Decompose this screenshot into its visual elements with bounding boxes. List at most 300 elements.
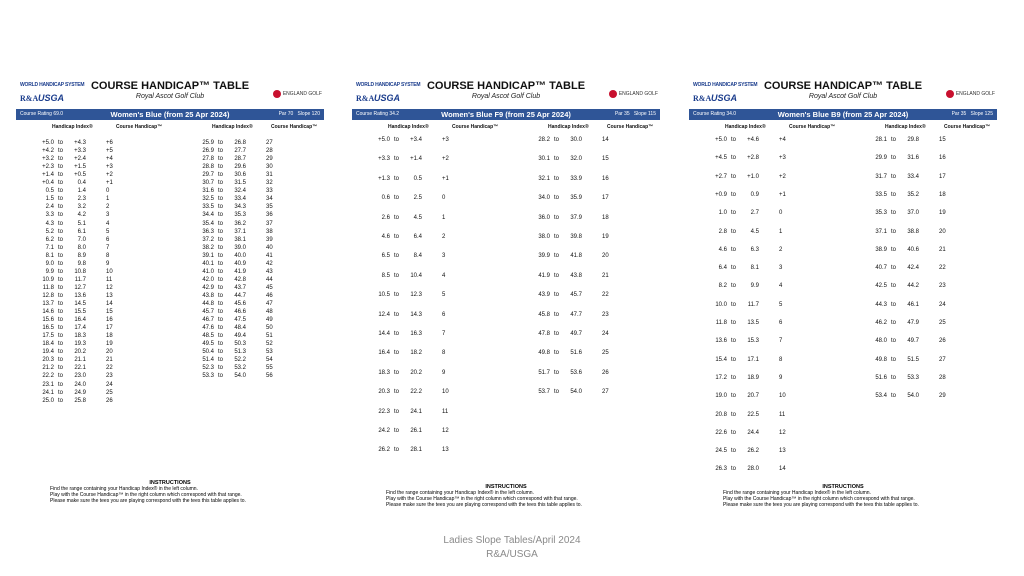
to-label: to: [58, 180, 64, 187]
index-low: 25.9: [202, 140, 214, 146]
to-label: to: [554, 253, 560, 260]
to-label: to: [554, 350, 560, 357]
index-high: 40.0: [234, 252, 246, 259]
course-handicap-value: 18: [106, 333, 113, 340]
to-label: to: [58, 228, 64, 235]
to-label: to: [58, 365, 64, 372]
slope-value: Slope 115: [633, 111, 656, 117]
course-handicap-value: +3: [779, 155, 786, 162]
index-high: 41.9: [234, 268, 246, 275]
index-high: 52.2: [234, 357, 246, 364]
to-label: to: [218, 196, 224, 203]
index-high: 24.1: [410, 408, 422, 415]
index-low: 19.4: [42, 349, 54, 356]
to-label: to: [891, 393, 897, 400]
panel-header: [16, 78, 324, 108]
to-label: to: [218, 309, 224, 316]
index-low: 31.7: [875, 173, 887, 180]
index-high: 43.8: [570, 272, 582, 279]
to-label: to: [554, 214, 560, 221]
index-low: 43.9: [538, 292, 550, 299]
course-handicap-value: +4: [106, 156, 113, 163]
course-handicap-value: 27: [266, 140, 273, 146]
course-handicap-value: 7: [779, 338, 783, 345]
index-high: 11.7: [74, 276, 86, 283]
course-handicap-value: 1: [779, 228, 783, 235]
to-label: to: [731, 411, 737, 418]
to-label: to: [218, 333, 224, 340]
index-high: 8.4: [413, 253, 422, 260]
course-handicap-value: 49: [266, 317, 273, 324]
index-low: 20.3: [42, 357, 54, 364]
index-high: 46.1: [907, 301, 919, 308]
index-low: 50.4: [202, 349, 214, 356]
index-high: 13.6: [74, 292, 86, 299]
course-handicap-value: 28: [266, 148, 273, 155]
instruction-line: Find the range containing your Handicap Index® in the left column.: [386, 490, 534, 496]
index-high: 44.7: [234, 292, 246, 299]
to-label: to: [891, 228, 897, 235]
course-handicap-value: 20: [106, 349, 113, 356]
course-handicap-value: 27: [602, 389, 609, 396]
column-header-handicap-index: Handicap Index®: [548, 124, 589, 130]
course-handicap-value: 14: [106, 301, 113, 307]
index-low: 37.1: [875, 228, 887, 235]
course-handicap-value: 2: [779, 246, 783, 253]
course-handicap-value: 52: [266, 341, 273, 348]
index-low: 24.5: [715, 448, 727, 455]
index-high: 28.7: [234, 156, 246, 163]
to-label: to: [891, 191, 897, 198]
course-handicap-value: 2: [442, 234, 446, 240]
instruction-line: Play with the Course Handicap™ in the right column which correspond with that range.: [723, 496, 915, 502]
index-low: 8.5: [381, 272, 390, 279]
to-label: to: [394, 408, 400, 415]
index-high: 38.1: [234, 236, 246, 243]
to-label: to: [394, 137, 400, 143]
course-handicap-value: 6: [779, 320, 783, 326]
index-high: 51.6: [570, 350, 582, 357]
to-label: to: [58, 260, 64, 267]
index-high: 4.2: [77, 212, 86, 219]
to-label: to: [731, 265, 737, 272]
index-high: 36.2: [234, 220, 246, 227]
index-high: 19.3: [74, 341, 86, 348]
index-high: 32.0: [570, 156, 582, 163]
index-high: 9.8: [77, 260, 86, 267]
index-low: 28.8: [202, 164, 214, 171]
index-low: 51.6: [875, 374, 887, 381]
index-low: 35.4: [202, 220, 214, 227]
course-handicap-value: 23: [106, 373, 113, 380]
course-handicap-value: 27: [939, 356, 946, 363]
to-label: to: [218, 156, 224, 163]
index-high: +4.3: [74, 140, 86, 146]
index-low: 18.3: [378, 369, 390, 376]
index-low: +4.5: [715, 155, 727, 162]
course-handicap-value: 3: [442, 253, 446, 260]
to-label: to: [58, 397, 64, 404]
index-low: 39.1: [202, 252, 214, 259]
index-low: 26.2: [378, 447, 390, 454]
index-high: 16.4: [74, 317, 86, 324]
index-low: 41.9: [538, 272, 550, 279]
course-handicap-value: +3: [442, 137, 449, 143]
column-header-course-handicap: Course Handicap™: [271, 124, 318, 130]
to-label: to: [394, 369, 400, 376]
to-label: to: [731, 210, 737, 217]
index-high: 33.9: [570, 175, 582, 182]
index-high: 35.2: [907, 191, 919, 198]
to-label: to: [731, 283, 737, 290]
tee-name: Women's Blue (from 25 Apr 2024): [110, 110, 230, 119]
course-handicap-value: 40: [266, 244, 273, 251]
course-handicap-value: 9: [779, 374, 783, 381]
index-low: 45.8: [538, 311, 550, 318]
world-handicap-system-logo: WORLD HANDICAP SYSTEM: [20, 82, 85, 88]
course-handicap-value: 5: [106, 228, 110, 235]
index-low: +0.4: [42, 180, 54, 187]
course-handicap-value: 19: [602, 234, 609, 240]
course-handicap-value: 14: [602, 137, 609, 143]
tee-name: Women's Blue F9 (from 25 Apr 2024): [441, 110, 571, 119]
index-high: 34.3: [234, 204, 246, 211]
index-low: 13.6: [715, 338, 727, 345]
index-high: 26.8: [234, 140, 246, 146]
course-handicap-value: 28: [939, 374, 946, 381]
to-label: to: [58, 252, 64, 259]
index-high: 18.9: [747, 374, 759, 381]
index-low: +1.3: [378, 175, 390, 182]
to-label: to: [218, 357, 224, 364]
index-low: 39.9: [538, 253, 550, 260]
to-label: to: [731, 393, 737, 400]
instruction-line: Please make sure the tees you are playing correspond with the tees this table applies to.: [723, 502, 919, 508]
course-handicap-value: 10: [442, 389, 449, 396]
index-low: 34.4: [202, 212, 214, 219]
course-handicap-value: 34: [266, 196, 273, 203]
index-high: 39.0: [234, 244, 246, 251]
course-handicap-value: 43: [266, 268, 273, 275]
to-label: to: [731, 320, 737, 326]
index-high: 14.5: [74, 301, 86, 307]
course-handicap-value: +1: [106, 180, 113, 187]
index-high: 43.7: [234, 284, 246, 291]
to-label: to: [58, 333, 64, 340]
index-low: 6.4: [718, 265, 727, 272]
index-low: 18.4: [42, 341, 54, 348]
to-label: to: [218, 317, 224, 324]
index-low: 24.1: [42, 389, 54, 396]
index-high: 53.6: [570, 369, 582, 376]
to-label: to: [554, 195, 560, 202]
index-low: 7.1: [45, 244, 54, 251]
instruction-line: Find the range containing your Handicap Index® in the left column.: [723, 490, 871, 496]
club-name: Royal Ascot Golf Club: [808, 93, 878, 100]
to-label: to: [891, 283, 897, 290]
course-handicap-value: 29: [939, 393, 946, 400]
index-high: 0.5: [413, 175, 422, 182]
index-high: 47.5: [234, 317, 246, 324]
index-high: 0.4: [77, 180, 86, 187]
column-header-handicap-index: Handicap Index®: [212, 124, 253, 130]
to-label: to: [218, 276, 224, 283]
index-low: 22.2: [42, 373, 54, 380]
to-label: to: [58, 172, 64, 179]
index-low: 28.1: [875, 137, 887, 143]
to-label: to: [218, 164, 224, 171]
index-high: 54.0: [234, 373, 246, 380]
index-low: 53.3: [202, 373, 214, 380]
to-label: to: [218, 252, 224, 259]
to-label: to: [58, 317, 64, 324]
panel-header: [352, 78, 660, 108]
instructions: [689, 484, 997, 508]
course-handicap-value: 18: [602, 214, 609, 221]
index-low: 49.5: [202, 341, 214, 348]
course-handicap-value: 5: [779, 301, 783, 308]
handicap-table-panel: [689, 78, 997, 518]
index-low: 49.8: [875, 356, 887, 363]
index-high: 9.9: [750, 283, 759, 290]
instructions: [352, 484, 660, 508]
to-label: to: [554, 311, 560, 318]
to-label: to: [731, 191, 737, 198]
index-low: 12.8: [42, 292, 54, 299]
column-header-handicap-index: Handicap Index®: [388, 124, 429, 130]
to-label: to: [554, 156, 560, 163]
to-label: to: [394, 272, 400, 279]
to-label: to: [218, 220, 224, 227]
index-low: 48.5: [202, 333, 214, 340]
course-handicap-value: 16: [939, 155, 946, 162]
index-low: 33.5: [875, 191, 887, 198]
index-high: 6.1: [77, 228, 86, 235]
to-label: to: [58, 236, 64, 243]
column-header-course-handicap: Course Handicap™: [452, 124, 499, 130]
index-low: 26.9: [202, 148, 214, 155]
course-handicap-value: 9: [106, 260, 110, 267]
course-handicap-value: 7: [442, 331, 446, 337]
index-low: 41.0: [202, 268, 214, 275]
index-high: 2.3: [77, 196, 86, 203]
course-handicap-value: 24: [106, 381, 113, 388]
to-label: to: [218, 204, 224, 211]
index-high: 51.3: [234, 349, 246, 356]
index-low: 27.8: [202, 156, 214, 163]
to-label: to: [394, 447, 400, 454]
index-low: 6.2: [45, 236, 54, 243]
to-label: to: [394, 350, 400, 357]
index-low: 32.1: [538, 175, 550, 182]
course-handicap-value: +2: [442, 156, 449, 163]
index-high: 42.4: [907, 265, 919, 272]
instructions-title: INSTRUCTIONS: [822, 484, 864, 490]
index-low: 30.1: [538, 156, 550, 163]
index-high: 37.0: [907, 210, 919, 217]
index-high: 49.7: [570, 331, 582, 337]
index-high: 8.1: [750, 265, 759, 272]
index-low: 21.2: [42, 365, 54, 372]
to-label: to: [554, 272, 560, 279]
index-low: +5.0: [378, 137, 390, 143]
table-title: COURSE HANDICAP™ TABLE: [90, 80, 250, 92]
index-high: 26.1: [410, 428, 422, 434]
course-handicap-value: 15: [939, 137, 946, 143]
course-handicap-value: 53: [266, 349, 273, 356]
course-handicap-value: 11: [106, 276, 113, 283]
course-handicap-value: 4: [442, 272, 446, 279]
course-handicap-value: 23: [602, 311, 609, 318]
to-label: to: [58, 164, 64, 171]
index-low: 30.7: [202, 180, 214, 187]
index-low: 14.4: [378, 331, 390, 337]
course-handicap-value: 24: [939, 301, 946, 308]
usga-logo: USGA: [711, 93, 738, 103]
course-handicap-value: 33: [266, 188, 273, 195]
to-label: to: [218, 236, 224, 243]
index-high: 49.4: [234, 333, 246, 340]
course-handicap-value: 10: [106, 268, 113, 275]
usga-logo: USGA: [38, 93, 65, 103]
to-label: to: [731, 338, 737, 345]
to-label: to: [891, 265, 897, 272]
world-handicap-system-logo: WORLD HANDICAP SYSTEM: [356, 82, 421, 88]
index-low: 42.9: [202, 284, 214, 291]
to-label: to: [218, 292, 224, 299]
to-label: to: [58, 301, 64, 307]
to-label: to: [218, 188, 224, 195]
index-high: 53.3: [907, 374, 919, 381]
index-low: 0.6: [381, 195, 390, 202]
index-high: 38.8: [907, 228, 919, 235]
index-high: 37.9: [570, 214, 582, 221]
to-label: to: [731, 466, 737, 473]
index-high: 20.2: [74, 349, 86, 356]
course-handicap-value: +1: [442, 175, 449, 182]
course-handicap-value: 18: [939, 191, 946, 198]
index-low: +4.2: [42, 148, 54, 155]
index-high: 0.9: [750, 191, 759, 198]
index-high: 35.9: [570, 195, 582, 202]
index-low: 17.2: [715, 374, 727, 381]
rose-icon: [273, 90, 281, 98]
instruction-line: Find the range containing your Handicap Index® in the left column.: [50, 486, 198, 492]
index-high: 17.1: [747, 356, 759, 363]
index-high: 47.7: [570, 311, 582, 318]
england-golf-logo: [946, 90, 995, 98]
index-low: 20.3: [378, 389, 390, 396]
column-header-course-handicap: Course Handicap™: [789, 124, 836, 130]
index-low: 22.6: [715, 429, 727, 436]
course-handicap-value: 15: [106, 309, 113, 316]
usga-logo: USGA: [374, 93, 401, 103]
index-high: 13.5: [747, 320, 759, 326]
to-label: to: [58, 156, 64, 163]
index-high: +2.8: [747, 155, 759, 162]
index-high: 10.8: [74, 268, 86, 275]
index-low: 9.0: [45, 260, 54, 267]
to-label: to: [891, 374, 897, 381]
to-label: to: [891, 356, 897, 363]
to-label: to: [218, 349, 224, 356]
course-rating: Course Rating 69.0: [20, 111, 64, 117]
to-label: to: [218, 148, 224, 155]
to-label: to: [394, 389, 400, 396]
index-low: 36.3: [202, 228, 214, 235]
to-label: to: [891, 155, 897, 162]
index-low: 6.5: [381, 253, 390, 260]
to-label: to: [731, 301, 737, 308]
rose-icon: [609, 90, 617, 98]
course-handicap-value: 5: [442, 292, 446, 299]
index-low: 40.1: [202, 260, 214, 267]
index-high: 49.7: [907, 338, 919, 345]
index-low: +2.3: [42, 164, 54, 171]
to-label: to: [58, 373, 64, 380]
index-high: +1.0: [747, 173, 759, 180]
to-label: to: [891, 246, 897, 253]
course-handicap-value: 44: [266, 276, 273, 283]
index-high: 48.4: [234, 325, 246, 332]
to-label: to: [218, 212, 224, 219]
index-low: 29.7: [202, 172, 214, 179]
index-high: +3.4: [410, 137, 422, 143]
to-label: to: [218, 172, 224, 179]
index-low: 52.3: [202, 365, 214, 372]
to-label: to: [218, 244, 224, 251]
index-high: 18.3: [74, 333, 86, 340]
club-name: Royal Ascot Golf Club: [135, 93, 205, 100]
course-handicap-value: 21: [602, 272, 609, 279]
course-handicap-value: 22: [106, 365, 113, 372]
tee-name: Women's Blue B9 (from 25 Apr 2024): [777, 110, 909, 119]
index-high: 20.7: [747, 393, 759, 400]
index-high: 27.7: [234, 148, 246, 155]
index-low: 51.4: [202, 357, 214, 364]
index-high: 39.8: [570, 234, 582, 240]
to-label: to: [554, 369, 560, 376]
to-label: to: [731, 137, 737, 143]
to-label: to: [218, 284, 224, 291]
index-low: 8.2: [718, 283, 727, 290]
index-high: 42.8: [234, 276, 246, 283]
index-low: +1.4: [42, 172, 54, 179]
index-high: 31.5: [234, 180, 246, 187]
index-low: 20.8: [715, 411, 727, 418]
index-high: 17.4: [74, 325, 86, 332]
course-handicap-value: 2: [106, 204, 110, 211]
course-handicap-value: 26: [106, 397, 113, 404]
course-handicap-value: 0: [442, 195, 446, 202]
index-high: 30.6: [234, 172, 246, 179]
instruction-line: Please make sure the tees you are playing correspond with the tees this table applies to.: [386, 502, 582, 508]
course-handicap-value: 32: [266, 180, 273, 187]
index-high: 24.0: [74, 381, 86, 388]
england-golf-label: ENGLAND GOLF: [282, 91, 322, 97]
handicap-table-panel: [352, 78, 660, 518]
column-header-handicap-index: Handicap Index®: [52, 124, 93, 130]
slope-value: Slope 120: [297, 111, 320, 117]
index-high: 1.4: [77, 188, 86, 195]
index-high: 15.5: [74, 309, 86, 316]
course-handicap-value: 1: [442, 214, 446, 221]
course-handicap-value: 17: [602, 195, 609, 202]
index-high: 33.4: [234, 196, 246, 203]
to-label: to: [891, 301, 897, 308]
index-high: 14.3: [410, 311, 422, 318]
to-label: to: [394, 234, 400, 240]
